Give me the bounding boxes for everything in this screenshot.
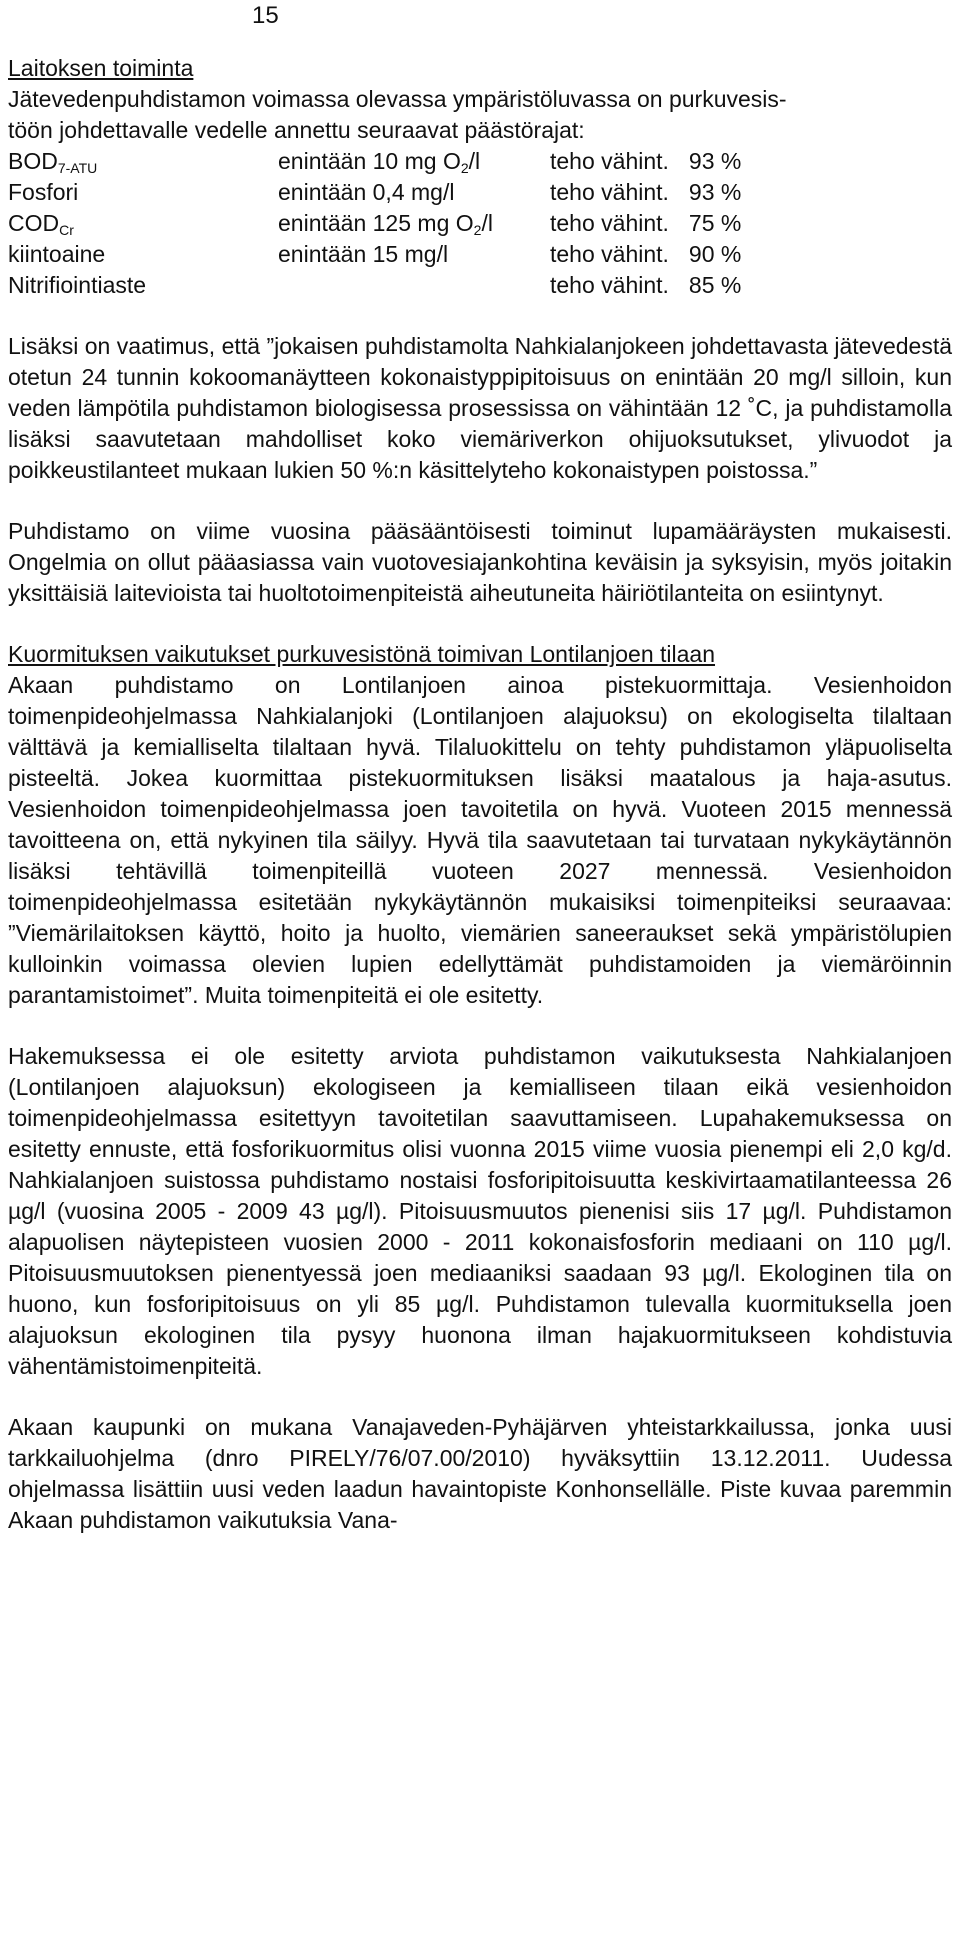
efficiency-value: 93 % bbox=[688, 179, 742, 205]
limit-value: enintään 15 mg/l bbox=[278, 241, 449, 267]
limit-row bbox=[8, 208, 741, 239]
limit-value: enintään 0,4 mg/l bbox=[278, 179, 455, 205]
limit-value: enintään 10 mg $O_2/l$ bbox=[278, 148, 481, 176]
parameter-name: $BOD_{7-ATU}$ bbox=[8, 148, 98, 176]
efficiency-value: 85 % bbox=[688, 272, 742, 298]
paragraph-monitoring: Akaan kaupunki on mukana Vanajaveden-Pyhäjärven yhteistarkkailussa, jonka uusi tarkkailuohjelma (dnro PIRELY/76/07.00/2010) hyväksyttiin 13.12.2011. Uudessa ohjelmassa lisättiin uusi veden laadun havaintopiste Konhonsellälle. Piste kuvaa paremmin Akaan puhdistamon vaikutuksia Vana- bbox=[8, 1414, 952, 1533]
limit-value bbox=[278, 270, 550, 301]
efficiency-label: teho vähint. bbox=[550, 241, 669, 267]
efficiency-value: 75 % bbox=[688, 210, 742, 236]
page-number: 15 bbox=[252, 2, 279, 29]
parameter-name: Nitrifiointiaste bbox=[8, 272, 147, 298]
emission-limits-table bbox=[8, 146, 741, 301]
intro-line-1: Jätevedenpuhdistamon voimassa olevassa ympäristöluvassa on purkuvesis- bbox=[8, 86, 787, 112]
document-body bbox=[8, 53, 952, 1536]
paragraph-compliance: Puhdistamo on viime vuosina pääsääntöisesti toiminut lupamääräysten mukaisesti. Ongelmia on ollut pääasiassa vain vuotovesiajankohtina keväisin ja syksyisin, myös joitakin yksittäisiä laitevioista tai huoltotoimenpiteistä aiheutuneita häiriötilanteita on esiintynyt. bbox=[8, 518, 952, 606]
efficiency-label: teho vähint. bbox=[550, 179, 669, 205]
parameter-name: Fosfori bbox=[8, 179, 79, 205]
efficiency-value: 93 % bbox=[688, 148, 742, 174]
section-heading-operation: Laitoksen toiminta bbox=[8, 55, 194, 81]
efficiency-value: 90 % bbox=[688, 241, 742, 267]
intro-line-2: töön johdettavalle vedelle annettu seuraavat päästörajat: bbox=[8, 117, 585, 143]
paragraph-river-status: Akaan puhdistamo on Lontilanjoen ainoa pistekuormittaja. Vesienhoidon toimenpideohjelmassa Nahkialanjoki (Lontilanjoen alajuoksu) on ekologiselta tilaltaan välttävä ja kemialliselta tilaltaan hyvä. Tilaluokittelu on tehty puhdistamon yläpuoliselta pisteeltä. Jokea kuormittaa pistekuormituksen lisäksi maatalous ja haja-asutus. Vesienhoidon toimenpideohjelmassa joen tavoitetila on hyvä. Vuoteen 2015 mennessä tavoitteena on, että nykyinen tila säilyy. Hyvä tila saavutetaan tai turvataan nykykäytännön lisäksi tehtävillä toimenpiteillä vuoteen 2027 mennessä. Vesienhoidon toimenpideohjelmassa esitetään nykykäytännön mukaisiksi toimenpiteiksi seuraavaa: ”Viemärilaitoksen käyttö, hoito ja huolto, viemärien saneeraukset sekä ympäristölupien kulloinkin voimassa olevien lupien edellyttämät puhdistamoiden ja viemäröinnin parantamistoimet”. Muita toimenpiteitä ei ole esitetty. bbox=[8, 672, 952, 1008]
limit-row bbox=[8, 239, 741, 270]
efficiency-label: teho vähint. bbox=[550, 210, 669, 236]
parameter-name: kiintoaine bbox=[8, 241, 106, 267]
paragraph-nitrogen-requirement: Lisäksi on vaatimus, että ”jokaisen puhdistamolta Nahkialanjokeen johdettavasta jätevedestä otetun 24 tunnin kokoomanäytteen kokonaistyppipitoisuus on enintään 20 mg/l silloin, kun veden lämpötila puhdistamon biologisessa prosessissa on vähintään 12 ˚C, ja puhdistamolla lisäksi saavutetaan mahdolliset koko viemäriverkon ohijuoksutukset, ylivuodot ja poikkeustilanteet mukaan lukien 50 %:n käsittelyteho kokonaistypen poistossa.” bbox=[8, 333, 952, 483]
efficiency-label: teho vähint. bbox=[550, 272, 669, 298]
efficiency-label: teho vähint. bbox=[550, 148, 669, 174]
limit-row bbox=[8, 270, 741, 301]
parameter-name: $COD_{Cr}$ bbox=[8, 210, 74, 238]
limit-value: enintään 125 mg $O_2/l$ bbox=[278, 210, 493, 238]
limit-row bbox=[8, 146, 741, 177]
limit-row bbox=[8, 177, 741, 208]
section-heading-impacts: Kuormituksen vaikutukset purkuvesistönä toimivan Lontilanjoen tilaan bbox=[8, 641, 716, 667]
paragraph-phosphorus-assessment: Hakemuksessa ei ole esitetty arviota puhdistamon vaikutuksesta Nahkialanjoen (Lontilanjoen alajuoksun) ekologiseen ja kemialliseen tilaan eikä vesienhoidon toimenpideohjelmassa esitettyyn tavoitetilan saavuttamiseen. Lupahakemuksessa on esitetty ennuste, että fosforikuormitus olisi vuonna 2015 viime vuosia pienempi eli 2,0 kg/d. Nahkialanjoen suistossa puhdistamo nostaisi fosforipitoisuutta keskivirtaamatilanteessa 26 µg/l (vuosina 2005 - 2009 43 µg/l). Pitoisuusmuutos pienenisi siis 17 µg/l. Puhdistamon alapuolisen näytepisteen vuosien 2000 - 2011 kokonaisfosforin mediaani on 110 µg/l. Pitoisuusmuutoksen pienentyessä joen mediaaniksi saadaan 93 µg/l. Ekologinen tila on huono, kun fosforipitoisuus on yli 85 µg/l. Puhdistamon tulevalla kuormituksella joen alajuoksun ekologinen tila pysyy huonona ilman hajakuormitukseen kohdistuvia vähentämistoimenpiteitä. bbox=[8, 1043, 952, 1379]
